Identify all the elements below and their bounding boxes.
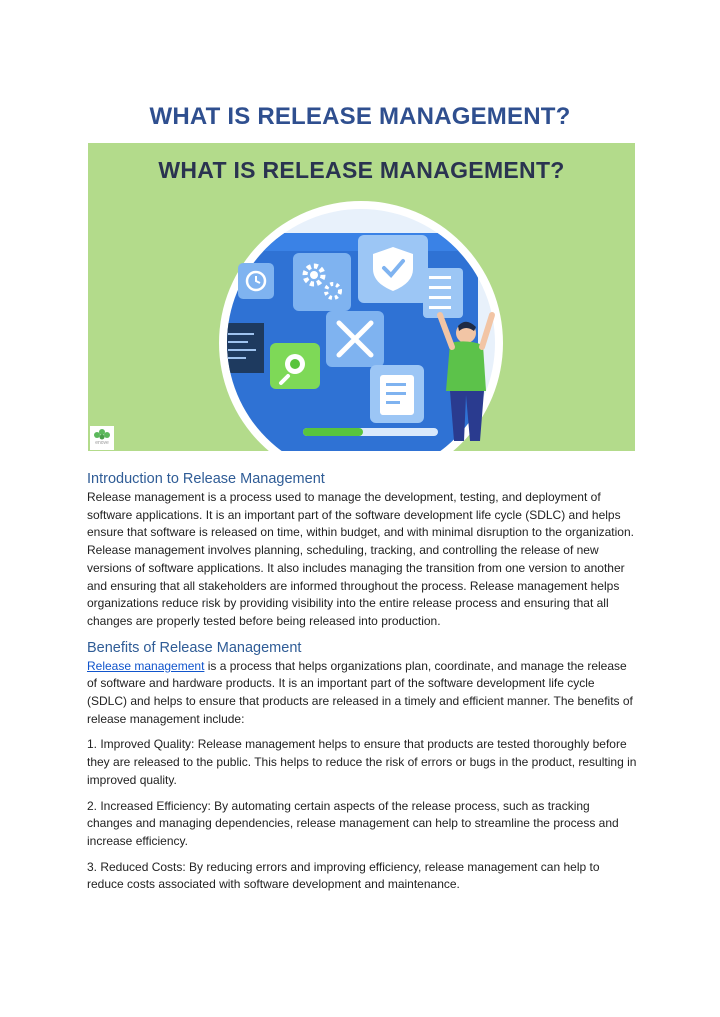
- release-illustration: [88, 143, 635, 451]
- hero-heading: WHAT IS RELEASE MANAGEMENT?: [158, 157, 565, 183]
- page-title: WHAT IS RELEASE MANAGEMENT?: [149, 103, 571, 130]
- code-window: [224, 323, 264, 373]
- benefit-item-efficiency: 2. Increased Efficiency: By automating certain aspects of the release process, such as tracking changes and managing dependencies, release management can help to streamline the process and increase efficiency.: [87, 798, 619, 848]
- benefits-intro-paragraph: [87, 658, 637, 729]
- benefits-heading: Benefits of Release Management: [87, 639, 302, 656]
- intro-paragraph: Release management is a process used to manage the development, testing, and deployment of software applications. It is an important part of the software development life cycle (SDLC) and helps ensure that software is released on time, within budget, and with minimal disruption to the organization. Release management involves planning, scheduling, tracking, and controlling the release of new versions of software applications. It also includes managing the transition from one version to another and ensuring that all stakeholders are informed throughout the process. Release management helps organizations reduce risk by providing visibility into the entire release process and ensuring that all changes are properly tested before being released into production.: [87, 490, 634, 628]
- hero-image: [88, 143, 635, 451]
- gears-tile: [293, 253, 351, 311]
- article-body: [87, 470, 637, 902]
- release-management-link[interactable]: Release management: [87, 658, 205, 673]
- list-panel: [423, 268, 463, 318]
- intro-heading: Introduction to Release Management: [87, 471, 325, 487]
- flower-icon: [90, 426, 114, 450]
- benefits-intro-text: is a process that helps organizations plan, coordinate, and manage the release of software and hardware products. It is an important part of the software development life cycle (SDLC) and helps to ensure that products are released in a timely and efficient manner. The benefits of release management include:: [87, 658, 633, 726]
- progress-fill: [303, 428, 363, 436]
- enove-logo: [90, 426, 114, 450]
- benefit-item-costs: 3. Reduced Costs: By reducing errors and improving efficiency, release management can help to reduce costs associated with software development and maintenance.: [87, 859, 600, 892]
- logo-text: enove: [95, 440, 109, 446]
- benefit-item-quality: 1. Improved Quality: Release management helps to ensure that products are tested thoroughly before they are released to the public. This helps to reduce the risk of errors or bugs in the product, resulting in improved quality.: [87, 737, 637, 787]
